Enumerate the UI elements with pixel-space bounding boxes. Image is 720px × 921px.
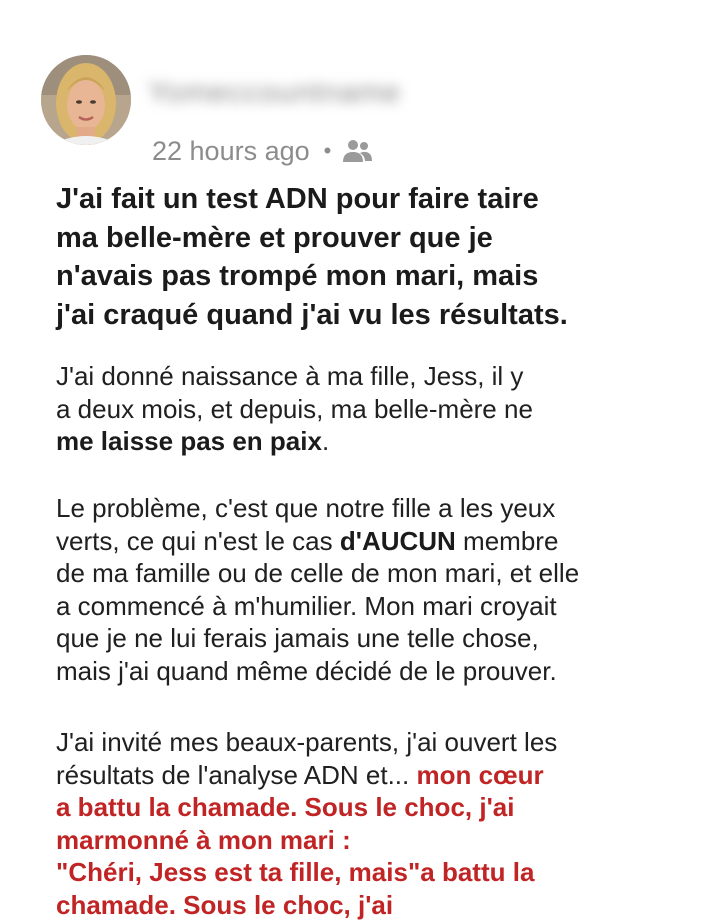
paragraph-line: a deux mois, et depuis, ma belle-mère ne — [56, 393, 696, 426]
author-avatar[interactable] — [41, 55, 131, 145]
highlight-text: mon cœur — [416, 760, 543, 790]
post-timestamp[interactable]: 22 hours ago — [152, 136, 310, 167]
author-name[interactable]: Yomeccountname — [148, 76, 401, 110]
paragraph-text: . — [322, 426, 329, 456]
highlight-line: chamade. Sous le choc, j'ai — [56, 889, 696, 921]
meta-separator: • — [324, 138, 332, 164]
title-line: J'ai fait un test ADN pour faire taire — [56, 180, 686, 219]
post-title — [56, 180, 686, 334]
paragraph-line — [56, 525, 696, 558]
title-line: n'avais pas trompé mon mari, mais — [56, 257, 686, 296]
paragraph-text: résultats de l'analyse ADN et... — [56, 760, 416, 790]
paragraph-text: membre — [456, 526, 559, 556]
post-paragraph-3 — [56, 726, 696, 921]
bold-text: d'AUCUN — [340, 526, 456, 556]
highlight-line: marmonné à mon mari : — [56, 824, 696, 857]
highlight-line: "Chéri, Jess est ta fille, mais"a battu la — [56, 856, 696, 889]
friends-icon[interactable] — [341, 138, 373, 164]
paragraph-line: J'ai donné naissance à ma fille, Jess, il y — [56, 360, 696, 393]
title-line: j'ai craqué quand j'ai vu les résultats. — [56, 296, 686, 335]
post-meta — [152, 133, 373, 169]
paragraph-text: verts, ce qui n'est le cas — [56, 526, 340, 556]
paragraph-line: que je ne lui ferais jamais une telle chose, — [56, 622, 696, 655]
paragraph-line — [56, 759, 696, 792]
post-paragraph-1 — [56, 360, 696, 458]
title-line: ma belle-mère et prouver que je — [56, 219, 686, 258]
paragraph-line: Le problème, c'est que notre fille a les yeux — [56, 492, 696, 525]
bold-text: me laisse pas en paix — [56, 426, 322, 456]
avatar-photo — [41, 55, 131, 145]
paragraph-line: J'ai invité mes beaux-parents, j'ai ouvert les — [56, 726, 696, 759]
paragraph-line: de ma famille ou de celle de mon mari, et elle — [56, 557, 696, 590]
paragraph-line: mais j'ai quand même décidé de le prouver. — [56, 655, 696, 688]
post-paragraph-2 — [56, 492, 696, 687]
paragraph-line — [56, 425, 696, 458]
highlight-line: a battu la chamade. Sous le choc, j'ai — [56, 791, 696, 824]
paragraph-line: a commencé à m'humilier. Mon mari croyait — [56, 590, 696, 623]
